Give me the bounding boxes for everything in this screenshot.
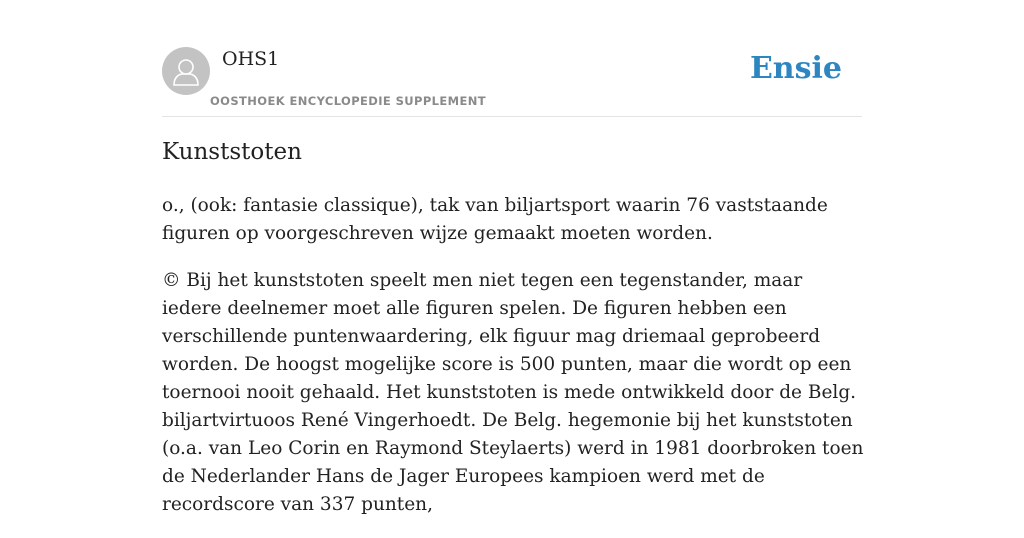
article-body bbox=[162, 192, 867, 538]
source-label[interactable]: OOSTHOEK ENCYCLOPEDIE SUPPLEMENT bbox=[210, 94, 487, 108]
page-title: Kunststoten bbox=[162, 139, 302, 165]
user-silhouette-icon bbox=[162, 47, 210, 95]
avatar[interactable] bbox=[162, 47, 210, 95]
body-paragraph: © Bij het kunststoten speelt men niet tegen een tegenstander, maar iedere deelnemer moet alle figuren spelen. De figuren hebben een verschillende puntenwaardering, elk figuur mag driemaal geprobeerd worden. De hoogst mogelijke score is 500 punten, maar die wordt op een toernooi nooit gehaald. Het kunststoten is mede ontwikkeld door de Belg. biljartvirtuoos René Vingerhoedt. De Belg. hegemonie bij het kunststoten (o.a. van Leo Corin en Raymond Steylaerts) werd in 1981 doorbroken toen de Nederlander Hans de Jager Europees kampioen werd met de recordscore van 337 punten, bbox=[162, 270, 864, 515]
article-header bbox=[162, 47, 862, 117]
definition-paragraph: o., (ook: fantasie classique), tak van biljartsport waarin 76 vaststaande figuren op voorgeschreven wijze gemaakt moeten worden. bbox=[162, 195, 828, 244]
brand-logo[interactable]: Ensie bbox=[749, 51, 842, 86]
username-link[interactable]: OHS1 bbox=[222, 48, 280, 70]
